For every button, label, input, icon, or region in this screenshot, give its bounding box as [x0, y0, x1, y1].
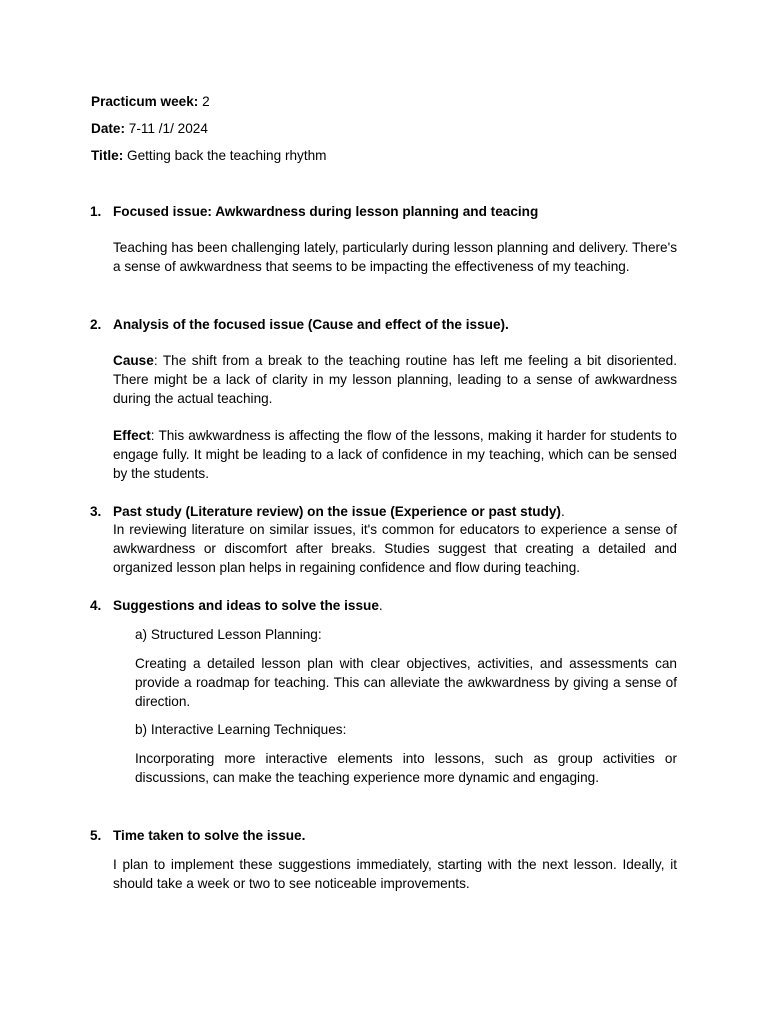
- date-value: 7-11 /1/ 2024: [125, 121, 208, 136]
- section-4-heading-suffix: .: [378, 598, 383, 613]
- section-5-number: 5.: [90, 828, 102, 843]
- section-3-number: 3.: [90, 504, 102, 519]
- practicum-week-value: 2: [198, 94, 210, 109]
- section-3-heading-line: [113, 502, 677, 521]
- section-5-heading: Time taken to solve the issue.: [113, 828, 306, 843]
- section-4-number: 4.: [90, 598, 102, 613]
- section-4-sub-a-title: a) Structured Lesson Planning:: [135, 627, 322, 642]
- section-4-heading: Suggestions and ideas to solve the issue: [113, 598, 379, 613]
- cause-text: : The shift from a break to the teaching routine has left me feeling a bit disoriented. There might be a lack of clarity in my lesson planning, leading to a sense of awkwardness during the actual teaching.: [113, 353, 677, 406]
- section-1-body: Teaching has been challenging lately, particularly during lesson planning and delivery. There's a sense of awkwardness that seems to be impacting the effectiveness of my teaching.: [113, 240, 677, 274]
- section-3-body: In reviewing literature on similar issues, it's common for educators to experience a sense of awkwardness or discomfort after breaks. Studies suggest that creating a detailed and organized lesson plan helps in regaining confidence and flow during teaching.: [113, 522, 677, 575]
- date-label: Date:: [91, 121, 125, 136]
- section-4-sub-b-body: Incorporating more interactive elements into lessons, such as group activities or discussions, can make the teaching experience more dynamic and engaging.: [135, 751, 677, 785]
- section-3-heading: Past study (Literature review) on the issue (Experience or past study): [113, 504, 561, 519]
- title-value: Getting back the teaching rhythm: [123, 148, 327, 163]
- effect-text: : This awkwardness is affecting the flow of the lessons, making it harder for students to engage fully. It might be leading to a lack of confidence in my teaching, which can be sensed by the students.: [113, 428, 677, 481]
- section-1-number: 1.: [90, 204, 102, 219]
- practicum-week-label: Practicum week:: [91, 94, 199, 109]
- practicum-week-line: [91, 92, 677, 111]
- title-line: [91, 146, 677, 165]
- section-4-sub-b-title: b) Interactive Learning Techniques:: [135, 722, 347, 737]
- section-2-number: 2.: [90, 317, 102, 332]
- section-2-heading: Analysis of the focused issue (Cause and effect of the issue).: [113, 317, 509, 332]
- effect-label: Effect: [113, 428, 151, 443]
- section-2-effect-paragraph: [113, 426, 677, 483]
- section-1-heading: Focused issue: Awkwardness during lesson planning and teacing: [113, 204, 539, 219]
- section-4-sub-a-body: Creating a detailed lesson plan with clear objectives, activities, and assessments can provide a roadmap for teaching. This can alleviate the awkwardness by giving a sense of direction.: [135, 656, 677, 709]
- date-line: [91, 119, 677, 138]
- section-5-body: I plan to implement these suggestions immediately, starting with the next lesson. Ideally, it should take a week or two to see noticeable improvements.: [113, 857, 677, 891]
- section-2-cause-paragraph: [113, 351, 677, 408]
- title-label: Title:: [91, 148, 124, 163]
- section-3-heading-suffix: .: [560, 504, 565, 519]
- section-4-heading-line: [113, 596, 677, 615]
- cause-label: Cause: [113, 353, 154, 368]
